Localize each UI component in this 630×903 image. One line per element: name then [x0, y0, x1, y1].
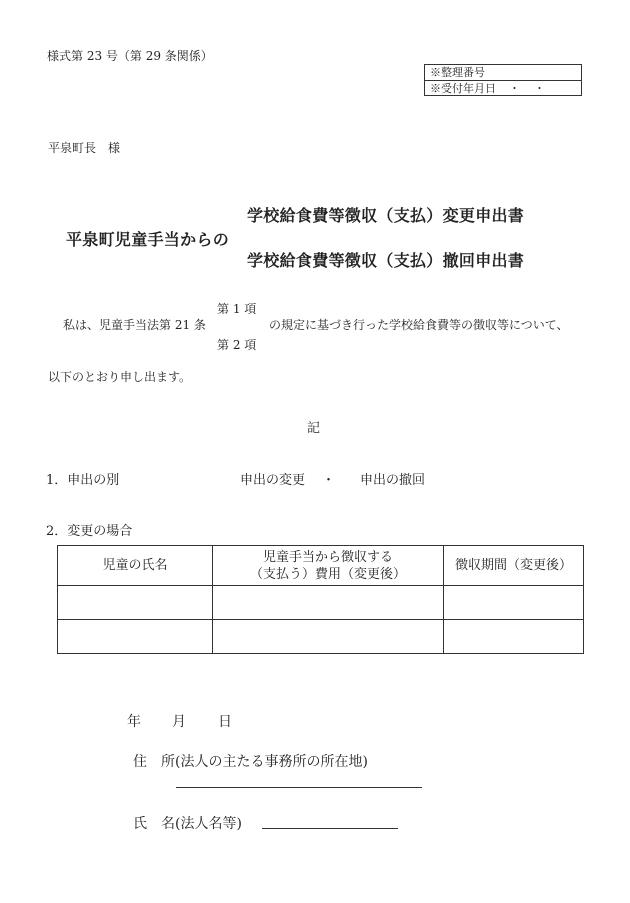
address-label: 住 所(法人の主たる事務所の所在地) — [133, 754, 368, 770]
option-withdraw[interactable]: 申出の撤回 — [360, 473, 426, 488]
registration-date-dots: ・・ — [509, 82, 559, 95]
header-child-name-text: 児童の氏名 — [102, 558, 168, 573]
name-label: 氏 名(法人名等) — [133, 816, 242, 832]
clause-1: 第 1 項 — [217, 302, 257, 316]
registration-number-label: ※整理番号 — [430, 66, 485, 79]
table-row — [58, 586, 584, 620]
registration-number-row — [425, 65, 581, 80]
registration-date-row — [425, 80, 581, 96]
address-line[interactable] — [176, 787, 422, 788]
table-header-row — [58, 546, 584, 586]
option-separator: ・ — [322, 473, 336, 488]
header-fee-line1: 児童手当から徴収する — [262, 549, 393, 565]
period-cell[interactable] — [444, 586, 584, 620]
ki-heading: 記 — [307, 421, 321, 436]
form-number: 様式第 23 号（第 29 条関係） — [47, 49, 213, 63]
date-month: 月 — [172, 714, 186, 730]
header-fee — [213, 546, 444, 586]
child-name-cell[interactable] — [58, 620, 213, 654]
date-day: 日 — [218, 714, 232, 730]
clause-2: 第 2 項 — [217, 338, 257, 352]
title-prefix: 平泉町児童手当からの — [66, 230, 230, 249]
period-cell[interactable] — [444, 620, 584, 654]
date-year: 年 — [127, 714, 141, 730]
header-fee-line2: （支払う）費用（変更後） — [249, 566, 406, 582]
header-period-text: 徴収期間（変更後） — [454, 558, 572, 573]
statement-tail: の規定に基づき行った学校給食費等の徴収等について、 — [269, 318, 569, 332]
statement-line2: 以下のとおり申し出ます。 — [48, 370, 192, 384]
addressee: 平泉町長 様 — [48, 141, 121, 155]
registration-date-label: ※受付年月日 — [430, 82, 496, 95]
fee-cell[interactable] — [213, 586, 444, 620]
title-change: 学校給食費等徴収（支払）変更申出書 — [247, 206, 525, 225]
table-row — [58, 620, 584, 654]
header-period — [444, 546, 584, 586]
title-withdraw: 学校給食費等徴収（支払）撤回申出書 — [247, 251, 525, 270]
change-table — [57, 545, 584, 654]
option-change[interactable]: 申出の変更 — [240, 473, 306, 488]
item1-label: 1．申出の別 — [46, 473, 120, 488]
statement-lead: 私は、児童手当法第 21 条 — [63, 318, 206, 332]
registration-box — [424, 64, 582, 96]
item2-label: 2．変更の場合 — [46, 524, 133, 539]
name-line[interactable] — [262, 828, 398, 829]
child-name-cell[interactable] — [58, 586, 213, 620]
header-child-name — [58, 546, 213, 586]
fee-cell[interactable] — [213, 620, 444, 654]
